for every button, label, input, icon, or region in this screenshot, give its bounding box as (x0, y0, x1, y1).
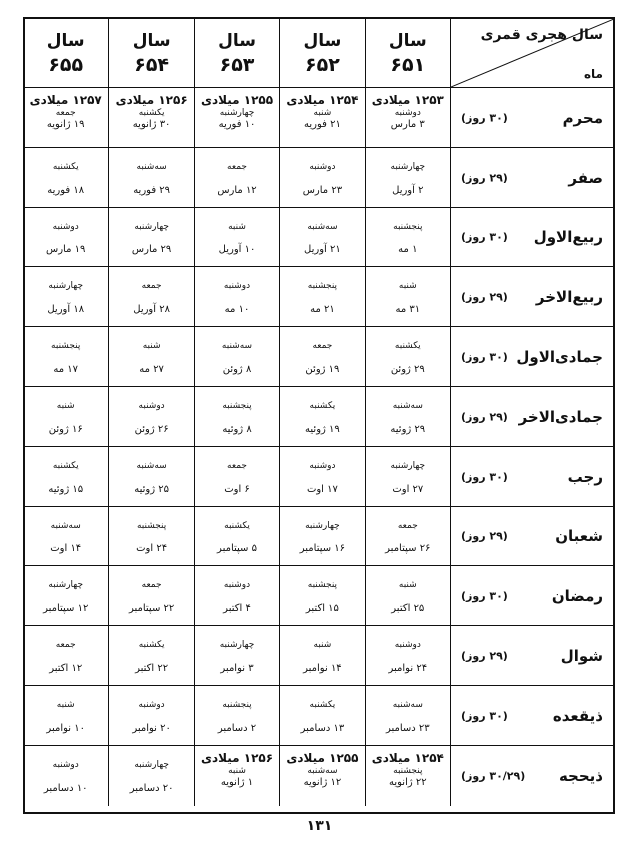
gregorian-date: ۱۷ اوت (306, 483, 338, 495)
date-cell (108, 746, 193, 806)
month-length: (۳۰ روز) (461, 230, 508, 244)
year-label: سال (303, 31, 342, 51)
month-length: (۳۰/۲۹ روز) (461, 769, 526, 783)
gregorian-date: ۱۹ ژوئیه (305, 423, 340, 435)
weekday: سه‌شنبه (307, 765, 338, 776)
weekday: پنجشنبه (393, 221, 423, 232)
date-cell (108, 208, 193, 268)
weekday: پنجشنبه (307, 580, 338, 591)
date-cell (194, 566, 279, 626)
month-cell (450, 686, 613, 746)
weekday: پنجشنبه (307, 281, 338, 292)
year-header-cell (279, 19, 364, 87)
weekday: چهارشنبه (48, 281, 84, 292)
month-cell (450, 447, 613, 507)
month-length: (۲۹ روز) (461, 290, 508, 304)
month-name: رمضان (551, 587, 603, 606)
weekday: دوشنبه (52, 759, 79, 770)
weekday: سه‌شنبه (50, 520, 81, 531)
weekday: چهارشنبه (219, 640, 255, 651)
gregorian-date: ۱۰ فوریه (218, 119, 256, 130)
gregorian-date: ۱۹ ژانویه (46, 119, 85, 130)
gregorian-date: ۸ ژوئن (222, 363, 252, 375)
date-cell (365, 746, 450, 806)
month-length: (۲۹ روز) (461, 171, 508, 185)
gregorian-date: ۱۶ ژوئن (48, 423, 83, 435)
month-axis-label: ماه (583, 67, 603, 81)
page-number: ۱۳۱ (306, 818, 333, 834)
weekday: شنبه (142, 341, 161, 352)
month-length: (۳۰ روز) (461, 350, 508, 364)
month-name: صفر (568, 168, 603, 187)
weekday: دوشنبه (223, 580, 251, 591)
date-cell (365, 88, 450, 148)
gregorian-date: ۲۵ ژوئیه (134, 483, 169, 495)
gregorian-date: ۱۲ مارس (217, 184, 257, 196)
date-cell (365, 327, 450, 387)
date-cell (23, 387, 108, 447)
year-number: ۶۵۴ (134, 54, 170, 76)
date-cell (279, 566, 364, 626)
date-cell (108, 626, 193, 686)
weekday: دوشنبه (394, 108, 421, 118)
month-row (25, 745, 613, 806)
date-cell (23, 327, 108, 387)
gregorian-date: ۲ آوریل (392, 184, 424, 196)
month-cell (450, 626, 613, 686)
year-number: ۶۵۳ (219, 54, 255, 76)
gregorian-date: ۲۶ سپتامبر (385, 543, 431, 555)
header-row (25, 19, 613, 87)
weekday: چهارشنبه (219, 108, 255, 118)
date-cell (194, 88, 279, 148)
weekday: پنجشنبه (393, 765, 423, 776)
gregorian-year: ۱۲۵۶ میلادی (200, 750, 274, 765)
gregorian-date: ۱۳ دسامبر (300, 722, 345, 734)
gregorian-year: ۱۲۵۵ میلادی (286, 750, 359, 765)
date-cell (279, 387, 364, 447)
gregorian-date: ۱۸ فوریه (47, 184, 85, 196)
date-cell (279, 447, 364, 507)
gregorian-date: ۲۱ فوریه (303, 119, 341, 130)
gregorian-date: ۲۲ سپتامبر (128, 603, 175, 615)
weekday: سه‌شنبه (307, 221, 338, 232)
month-row (25, 565, 613, 626)
month-cell (450, 566, 613, 626)
month-row (25, 326, 613, 387)
gregorian-date: ۳ نوامبر (220, 662, 254, 674)
date-cell (365, 686, 450, 746)
date-cell (365, 267, 450, 327)
weekday: دوشنبه (138, 700, 165, 710)
gregorian-date: ۲۳ دسامبر (385, 722, 430, 734)
month-length: (۳۰ روز) (461, 709, 508, 723)
date-cell (194, 208, 279, 268)
weekday: چهارشنبه (134, 759, 169, 770)
weekday: جمعه (227, 161, 247, 172)
date-cell (279, 267, 364, 327)
gregorian-date: ۱۸ آوریل (47, 304, 85, 316)
weekday: چهارشنبه (390, 161, 426, 172)
month-cell (450, 387, 613, 447)
gregorian-date: ۲۳ مارس (302, 184, 343, 196)
calendar-table (23, 17, 615, 814)
date-cell (194, 148, 279, 208)
year-header-cell (108, 19, 193, 87)
date-cell (108, 447, 193, 507)
weekday: پنجشنبه (51, 341, 81, 352)
gregorian-date: ۲۹ ژوئن (390, 363, 425, 375)
gregorian-date: ۸ ژوئیه (222, 423, 252, 435)
date-cell (23, 686, 108, 746)
date-cell (365, 208, 450, 268)
month-cell (450, 746, 613, 806)
date-cell (279, 88, 364, 148)
gregorian-date: ۱۵ ژوئیه (48, 483, 84, 495)
gregorian-date: ۲۸ آوریل (133, 304, 170, 316)
weekday: دوشنبه (223, 281, 251, 292)
gregorian-date: ۲۵ اکتبر (391, 603, 425, 615)
date-cell (108, 507, 193, 567)
weekday: سه‌شنبه (136, 460, 167, 471)
date-cell (108, 387, 193, 447)
weekday: چهارشنبه (48, 580, 84, 591)
weekday: جمعه (141, 281, 162, 292)
gregorian-date: ۱۲ ژانویه (303, 776, 342, 788)
gregorian-date: ۱۴ نوامبر (303, 662, 342, 674)
date-cell (279, 148, 364, 208)
gregorian-year: ۱۲۵۴ میلادی (286, 93, 359, 107)
date-cell (194, 267, 279, 327)
date-cell (23, 626, 108, 686)
gregorian-date: ۲۴ اوت (136, 543, 168, 555)
gregorian-date: ۱۷ مه (53, 363, 79, 375)
weekday: یکشنبه (138, 640, 165, 651)
gregorian-year: ۱۲۵۳ میلادی (371, 93, 444, 107)
gregorian-date: ۱۰ نوامبر (46, 722, 85, 734)
month-name: جمادی‌الاول (516, 348, 603, 367)
date-cell (23, 88, 108, 148)
year-header-cell (365, 19, 450, 87)
date-cell (279, 327, 364, 387)
date-cell (279, 208, 364, 268)
date-cell (194, 746, 279, 806)
gregorian-date: ۴ اکتبر (223, 603, 251, 615)
date-cell (194, 327, 279, 387)
weekday: یکشنبه (52, 460, 79, 471)
gregorian-date: ۱۲ سپتامبر (43, 603, 89, 615)
gregorian-date: ۲۲ اکتبر (135, 662, 169, 674)
gregorian-date: ۱ ژانویه (220, 776, 254, 788)
gregorian-date: ۱۴ اوت (50, 543, 82, 555)
month-row (25, 147, 613, 208)
weekday: پنجشنبه (222, 700, 252, 710)
year-axis-label: سال هجری قمری (480, 27, 603, 43)
month-name: رجب (567, 467, 603, 486)
date-cell (23, 148, 108, 208)
weekday: جمعه (55, 108, 76, 118)
date-cell (23, 746, 108, 806)
gregorian-date: ۱۰ دسامبر (43, 782, 88, 794)
weekday: دوشنبه (52, 221, 79, 232)
gregorian-year: ۱۲۵۵ میلادی (200, 93, 274, 107)
weekday: چهارشنبه (305, 520, 340, 531)
gregorian-date: ۱۹ مارس (46, 244, 86, 256)
month-name: محرم (562, 108, 603, 127)
weekday: یکشنبه (138, 108, 165, 118)
date-cell (23, 507, 108, 567)
gregorian-date: ۲۰ دسامبر (129, 782, 174, 794)
weekday: شنبه (228, 221, 246, 232)
weekday: یکشنبه (394, 341, 421, 352)
weekday: شنبه (56, 700, 75, 710)
gregorian-date: ۳۰ ژانویه (132, 119, 171, 130)
year-header-cell (194, 19, 279, 87)
month-row (25, 506, 613, 567)
month-length: (۲۹ روز) (461, 649, 508, 663)
date-cell (279, 507, 364, 567)
date-cell (194, 507, 279, 567)
gregorian-date: ۱۰ مه (224, 304, 250, 316)
date-cell (279, 746, 364, 806)
date-cell (108, 566, 193, 626)
month-name: ذیحجه (558, 766, 603, 785)
weekday: شنبه (398, 580, 417, 591)
date-cell (279, 686, 364, 746)
weekday: یکشنبه (52, 161, 79, 172)
gregorian-date: ۲۱ آوریل (304, 244, 341, 256)
weekday: یکشنبه (224, 520, 250, 531)
year-header-cell (23, 19, 108, 87)
gregorian-date: ۲۷ مه (139, 363, 164, 375)
month-cell (450, 208, 613, 268)
weekday: دوشنبه (309, 460, 336, 471)
weekday: سه‌شنبه (221, 341, 253, 352)
month-cell (450, 507, 613, 567)
month-cell (450, 267, 613, 327)
date-cell (365, 387, 450, 447)
month-row (25, 446, 613, 507)
weekday: شنبه (313, 108, 332, 118)
month-name: جمادی‌الاخر (518, 407, 603, 426)
month-name: شعبان (555, 527, 603, 546)
weekday: پنجشنبه (136, 520, 167, 531)
weekday: شنبه (56, 401, 75, 411)
date-cell (365, 148, 450, 208)
year-label: سال (132, 31, 171, 51)
date-cell (365, 507, 450, 567)
weekday: دوشنبه (309, 161, 336, 172)
gregorian-date: ۱۵ اکتبر (305, 603, 339, 615)
weekday: شنبه (228, 765, 246, 776)
date-cell (365, 566, 450, 626)
gregorian-date: ۱ مه (398, 244, 418, 256)
month-row (25, 266, 613, 327)
gregorian-date: ۱۲ اکتبر (49, 662, 83, 674)
date-cell (23, 208, 108, 268)
weekday: پنجشنبه (222, 401, 252, 411)
gregorian-date: ۲۹ فوریه (133, 184, 171, 196)
date-cell (23, 447, 108, 507)
gregorian-date: ۲۴ نوامبر (388, 662, 428, 674)
date-cell (194, 387, 279, 447)
gregorian-date: ۲۹ ژوئیه (390, 423, 426, 435)
month-length: (۳۰ روز) (461, 470, 508, 484)
date-cell (279, 626, 364, 686)
weekday: جمعه (55, 640, 76, 651)
date-cell (108, 88, 193, 148)
weekday: جمعه (397, 520, 418, 531)
month-name: ربیع‌الاخر (535, 288, 603, 307)
weekday: چهارشنبه (134, 221, 169, 232)
weekday: جمعه (227, 460, 247, 471)
gregorian-date: ۲۲ ژانویه (388, 776, 427, 788)
weekday: سه‌شنبه (392, 700, 423, 710)
gregorian-year: ۱۲۵۶ میلادی (115, 93, 188, 107)
date-cell (194, 686, 279, 746)
gregorian-date: ۲۹ مارس (131, 244, 172, 256)
gregorian-year: ۱۲۵۴ میلادی (371, 750, 444, 765)
gregorian-date: ۶ اوت (224, 483, 250, 495)
date-cell (108, 327, 193, 387)
date-cell (108, 686, 193, 746)
weekday: یکشنبه (309, 700, 336, 710)
weekday: شنبه (313, 640, 332, 651)
month-name: ذیقعده (552, 706, 603, 725)
month-cell (450, 327, 613, 387)
date-cell (365, 447, 450, 507)
gregorian-date: ۱۰ آوریل (218, 244, 256, 256)
gregorian-date: ۵ سپتامبر (217, 543, 257, 555)
month-name: شوال (560, 647, 603, 666)
weekday: یکشنبه (309, 401, 336, 411)
gregorian-year: ۱۲۵۷ میلادی (29, 93, 102, 107)
gregorian-date: ۲۶ ژوئن (134, 423, 169, 435)
gregorian-date: ۱۶ سپتامبر (299, 543, 346, 555)
date-cell (194, 447, 279, 507)
date-cell (23, 267, 108, 327)
month-cell (450, 148, 613, 208)
month-length: (۳۰ روز) (461, 111, 508, 125)
year-number: ۶۵۲ (305, 54, 340, 76)
year-label: سال (388, 31, 427, 51)
month-name: ربیع‌الاول (533, 228, 603, 247)
gregorian-date: ۲۱ مه (310, 304, 335, 316)
month-row (25, 685, 613, 746)
weekday: سه‌شنبه (136, 161, 167, 172)
month-row (25, 87, 613, 148)
weekday: سه‌شنبه (392, 401, 423, 411)
date-cell (23, 566, 108, 626)
date-cell (194, 626, 279, 686)
year-label: سال (46, 31, 85, 51)
weekday: جمعه (312, 341, 333, 352)
weekday: چهارشنبه (390, 460, 426, 471)
date-cell (108, 148, 193, 208)
weekday: دوشنبه (394, 640, 421, 651)
month-length: (۲۹ روز) (461, 529, 508, 543)
month-row (25, 207, 613, 268)
gregorian-date: ۱۹ ژوئن (305, 363, 340, 375)
year-label: سال (218, 31, 256, 51)
gregorian-date: ۲۰ نوامبر (132, 722, 171, 734)
weekday: جمعه (141, 580, 162, 591)
month-row (25, 386, 613, 447)
corner-header-cell (450, 19, 613, 87)
month-row (25, 625, 613, 686)
date-cell (108, 267, 193, 327)
year-number: ۶۵۱ (390, 54, 426, 76)
month-length: (۳۰ روز) (461, 589, 508, 603)
month-cell (450, 88, 613, 148)
gregorian-date: ۲ دسامبر (217, 722, 257, 734)
year-number: ۶۵۵ (48, 54, 84, 76)
date-cell (365, 626, 450, 686)
gregorian-date: ۲۷ اوت (392, 483, 424, 495)
weekday: دوشنبه (138, 401, 165, 411)
gregorian-date: ۳۱ مه (395, 304, 421, 316)
month-length: (۲۹ روز) (461, 410, 508, 424)
weekday: شنبه (398, 281, 417, 292)
gregorian-date: ۳ مارس (390, 119, 425, 130)
